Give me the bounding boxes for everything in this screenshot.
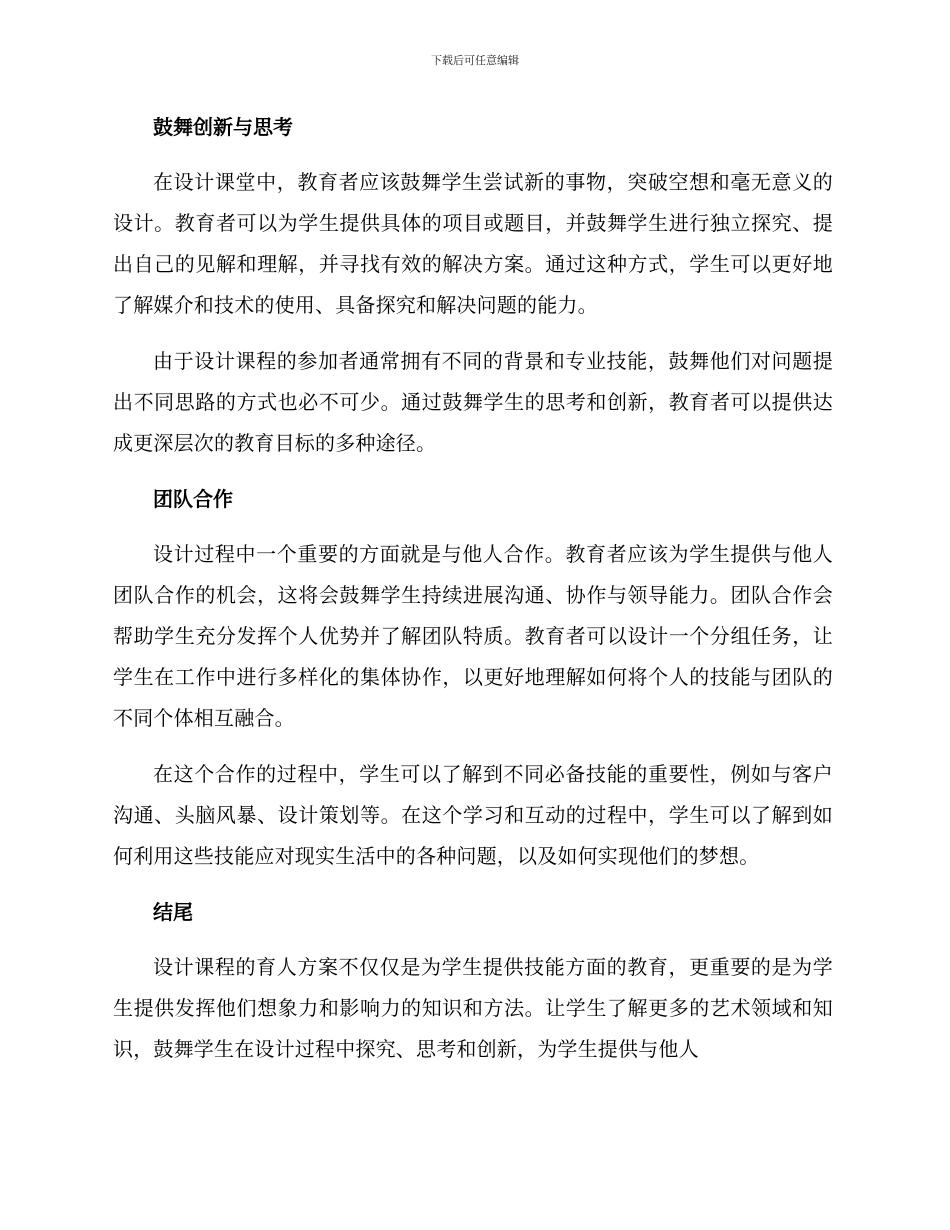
section-innovation (113, 107, 833, 464)
section-heading: 鼓舞创新与思考 (153, 115, 293, 139)
section-heading: 结尾 (153, 900, 193, 924)
paragraph: 在这个合作的过程中，学生可以了解到不同必备技能的重要性，例如与客户沟通、头脑风暴、设计策划等。在这个学习和互动的过程中，学生可以了解到如何利用这些技能应对现实生活中的各种问题，以及如何实现他们的梦想。 (113, 762, 833, 868)
page-header: 下载后可任意编辑 (431, 54, 519, 67)
section-heading: 团队合作 (153, 487, 233, 511)
paragraph: 设计课程的育人方案不仅仅是为学生提供技能方面的教育，更重要的是为学生提供发挥他们想象力和影响力的知识和方法。让学生了解更多的艺术领域和知识，鼓舞学生在设计过程中探究、思考和创新，为学生提供与他人 (113, 955, 833, 1061)
document-body (113, 107, 833, 1085)
paragraph: 设计过程中一个重要的方面就是与他人合作。教育者应该为学生提供与他人团队合作的机会，这将会鼓舞学生持续进展沟通、协作与领导能力。团队合作会帮助学生充分发挥个人优势并了解团队特质。教育者可以设计一个分组任务，让学生在工作中进行多样化的集体协作，以更好地理解如何将个人的技能与团队的不同个体相互融合。 (113, 542, 833, 730)
section-teamwork (113, 479, 833, 877)
paragraph: 在设计课堂中，教育者应该鼓舞学生尝试新的事物，突破空想和毫无意义的设计。教育者可以为学生提供具体的项目或题目，并鼓舞学生进行独立探究、提出自己的见解和理解，并寻找有效的解决方案。通过这种方式，学生可以更好地了解媒介和技术的使用、具备探究和解决问题的能力。 (113, 170, 833, 317)
paragraph: 由于设计课程的参加者通常拥有不同的背景和专业技能，鼓舞他们对问题提出不同思路的方式也必不可少。通过鼓舞学生的思考和创新，教育者可以提供达成更深层次的教育目标的多种途径。 (113, 349, 833, 455)
section-conclusion (113, 892, 833, 1070)
